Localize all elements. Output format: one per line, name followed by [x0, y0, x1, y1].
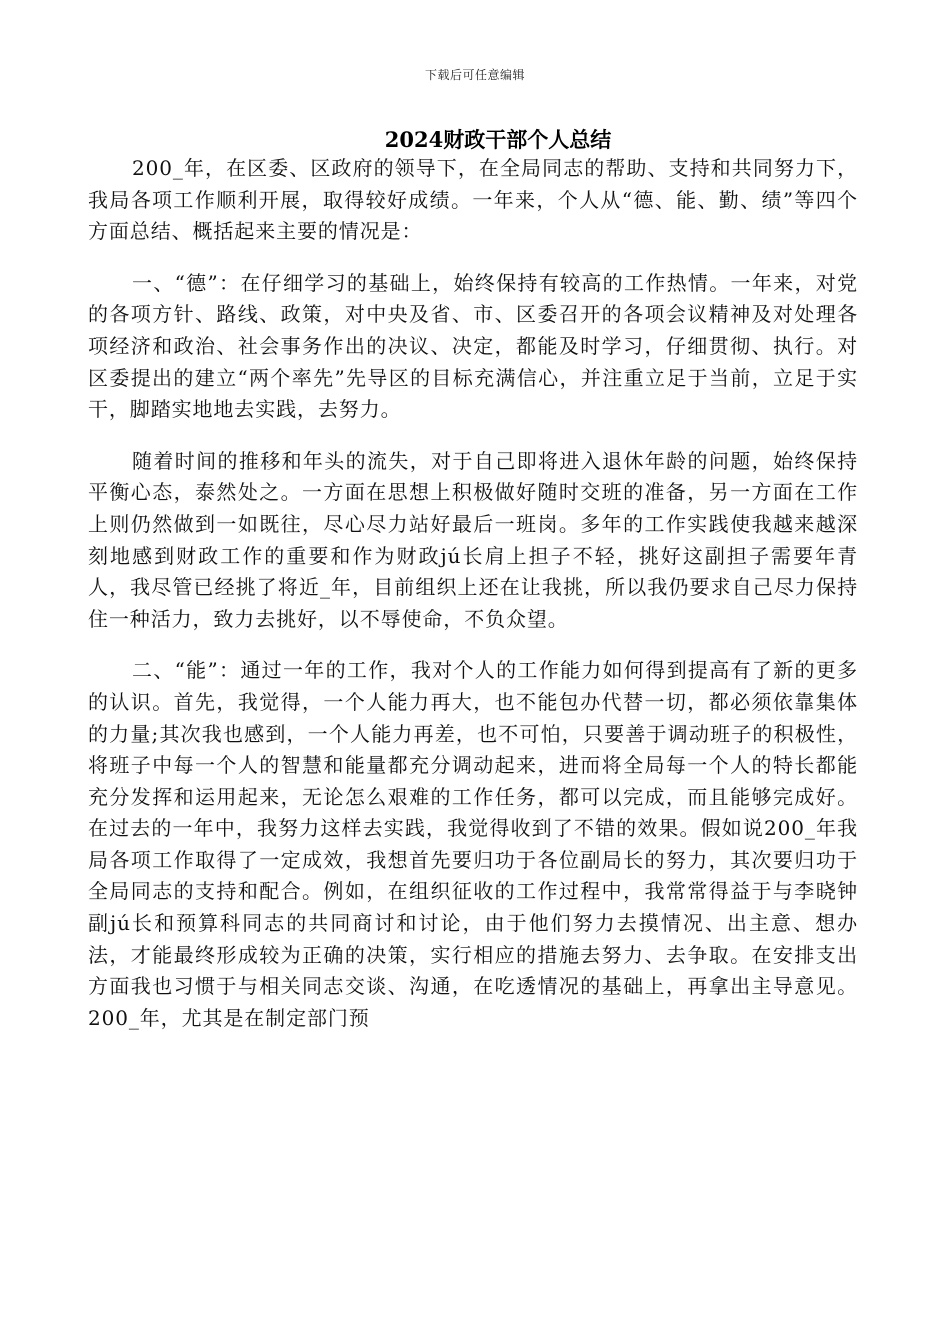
- document-title: 2024财政干部个人总结: [384, 127, 612, 152]
- paragraph-neng: 二、“能”：通过一年的工作，我对个人的工作能力如何得到提高有了新的更多的认识。首先，我觉得，一个人能力再大，也不能包办代替一切，都必须依靠集体的力量;其次我也感到，一个人能力再差，也不可怕，只要善于调动班子的积极性，将班子中每一个人的智慧和能量都充分调动起来，进而将全局每一个人的特长都能充分发挥和运用起来，无论怎么艰难的工作任务，都可以完成，而且能够完成好。在过去的一年中，我努力这样去实践，我觉得收到了不错的效果。假如说200_年我局各项工作取得了一定成效，我想首先要归功于各位副局长的努力，其次要归功于全局同志的支持和配合。例如，在组织征收的工作过程中，我常常得益于与李晓钟副jú长和预算科同志的共同商讨和讨论，由于他们努力去摸情况、出主意、想办法，才能最终形成较为正确的决策，实行相应的措施去努力、去争取。在安排支出方面我也习惯于与相关同志交谈、沟通，在吃透情况的基础上，再拿出主导意见。200_年，尤其是在制定部门预: [88, 658, 858, 1030]
- paragraph-de: 一、“德”：在仔细学习的基础上，始终保持有较高的工作热情。一年来，对党的各项方针、路线、政策，对中央及省、市、区委召开的各项会议精神及对处理各项经济和政治、社会事务作出的决议、决定，都能及时学习，仔细贯彻、执行。对区委提出的建立“两个率先”先导区的目标充满信心，并注重立足于当前，立足于实干，脚踏实地地去实践，去努力。: [88, 270, 858, 422]
- paragraph-intro: 200_年，在区委、区政府的领导下，在全局同志的帮助、支持和共同努力下，我局各项工作顺利开展，取得较好成绩。一年来，个人从“德、能、勤、绩”等四个方面总结、概括起来主要的情况是：: [88, 156, 858, 244]
- paragraph-retirement: 随着时间的推移和年头的流失，对于自己即将进入退休年龄的问题，始终保持平衡心态，泰然处之。一方面在思想上积极做好随时交班的准备，另一方面在工作上则仍然做到一如既往，尽心尽力站好最后一班岗。多年的工作实践使我越来越深刻地感到财政工作的重要和作为财政jú长肩上担子不轻，挑好这副担子需要年青人，我尽管已经挑了将近_年，目前组织上还在让我挑，所以我仍要求自己尽力保持住一种活力，致力去挑好，以不辱使命，不负众望。: [88, 448, 858, 631]
- document-body: [88, 153, 858, 1054]
- header-note: 下载后可任意编辑: [424, 68, 525, 82]
